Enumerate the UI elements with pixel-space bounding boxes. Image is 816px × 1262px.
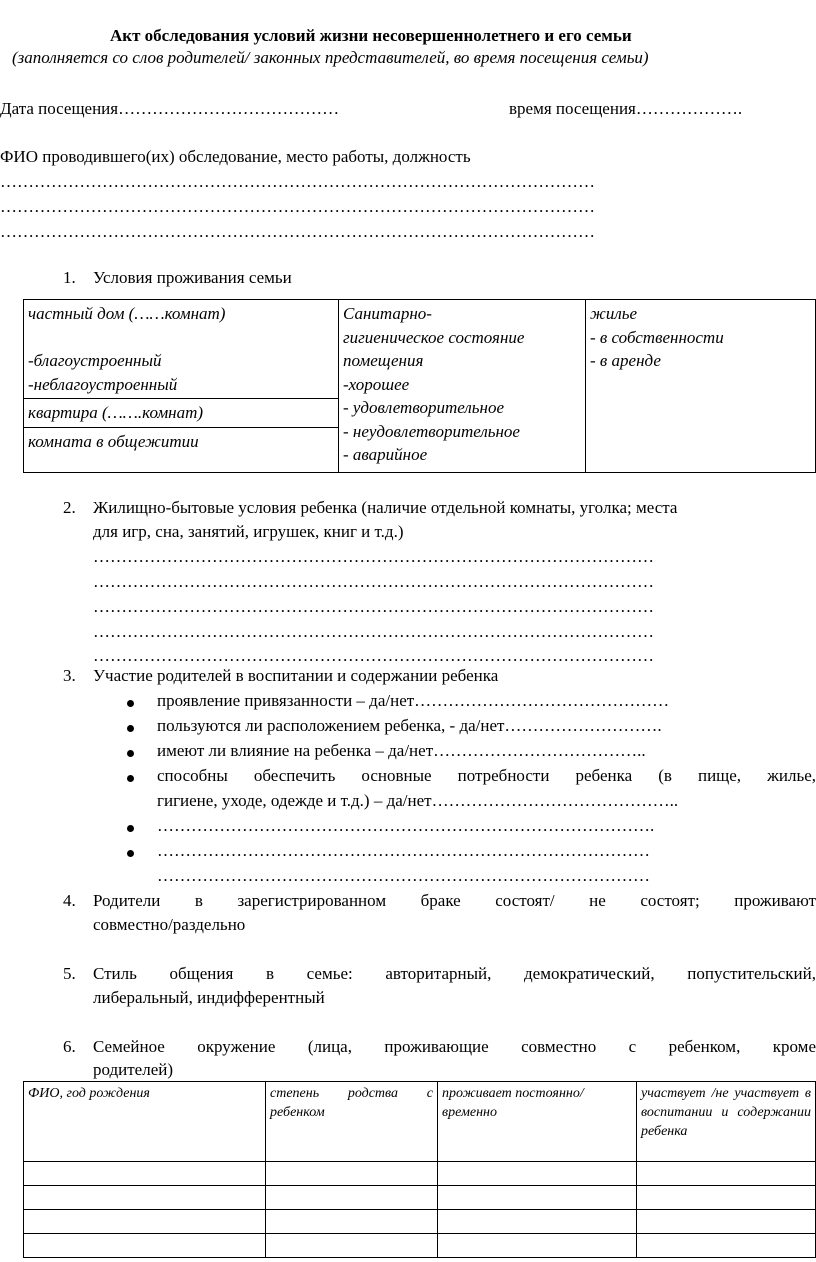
sanitary-label-3: помещения: [343, 351, 424, 370]
section3-item-6: ……………………………………………………………………………: [157, 841, 650, 860]
section2-dots-1: ………………………………………………………………………………………: [93, 547, 654, 566]
section2-dots-2: ………………………………………………………………………………………: [93, 572, 654, 591]
examiner-line-2: ……………………………………………………………………………………………: [0, 197, 595, 216]
bullet-icon: [127, 850, 134, 857]
header-relationship: степень родства с ребенком: [266, 1082, 438, 1162]
document-subtitle: (заполняется со слов родителей/ законных представителей, во время посещения семьи): [12, 48, 649, 67]
section2-number: 2.: [63, 498, 76, 517]
section3-item-6-cont: ……………………………………………………………………………: [157, 866, 650, 885]
section5-line2: либеральный, индифферентный: [93, 988, 325, 1007]
section4-line1: Родители в зарегистрированном браке состоят/ не состоят; проживают: [93, 891, 816, 910]
sanitary-unsatisfactory-option: - неудовлетворительное: [343, 421, 520, 441]
header-residence: проживает постоянно/временно: [438, 1082, 637, 1162]
well-equipped-option: -благоустроенный: [28, 351, 162, 370]
section3-number: 3.: [63, 666, 76, 685]
bullet-icon: [127, 825, 134, 832]
section1-title: Условия проживания семьи: [93, 268, 292, 287]
section1-number: 1.: [63, 268, 76, 287]
not-equipped-option: -неблагоустроенный: [28, 374, 178, 394]
section3-item-2: пользуются ли расположением ребенка, - да/нет……………………….: [157, 716, 662, 735]
section2-line2: для игр, сна, занятий, игрушек, книг и т.д.): [93, 522, 404, 541]
section6-line2: родителей): [93, 1060, 174, 1079]
section4-line2: совместно/раздельно: [93, 915, 246, 934]
table-row: [24, 1234, 816, 1258]
housing-label: жилье: [590, 304, 638, 323]
header-participation: участвует /не участвует в воспитании и содержании ребенка: [637, 1082, 816, 1162]
bullet-icon: [127, 725, 134, 732]
dormitory-cell: комната в общежитии: [24, 427, 339, 472]
section6-line1: Семейное окружение (лица, проживающие совместно с ребенком, кроме: [93, 1037, 816, 1056]
bullet-icon: [127, 700, 134, 707]
examiner-line-3: ……………………………………………………………………………………………: [0, 222, 595, 241]
sanitary-good-option: -хорошее: [343, 374, 410, 394]
section2-dots-3: ………………………………………………………………………………………: [93, 597, 654, 616]
sanitary-label-2: гигиеническое состояние: [343, 327, 525, 347]
visit-time-field: время посещения……………….: [509, 99, 743, 118]
sanitary-emergency-option: - аварийное: [343, 445, 428, 464]
section2-dots-5: ………………………………………………………………………………………: [93, 646, 654, 665]
examiner-line-1: ……………………………………………………………………………………………: [0, 172, 595, 191]
examiner-label: ФИО проводившего(их) обследование, место работы, должность: [0, 147, 471, 166]
sanitary-satisfactory-option: - удовлетворительное: [343, 398, 505, 417]
section3-item-5: …………………………………………………………………………….: [157, 816, 655, 835]
section2-line1: Жилищно-бытовые условия ребенка (наличие отдельной комнаты, уголка; места: [93, 498, 678, 517]
family-members-table: [23, 1081, 816, 1258]
section3-title: Участие родителей в воспитании и содержании ребенка: [93, 666, 499, 685]
section6-number: 6.: [63, 1037, 76, 1056]
bullet-icon: [127, 750, 134, 757]
rented-option: - в аренде: [590, 351, 661, 370]
owned-option: - в собственности: [590, 327, 724, 347]
table-row: [24, 1162, 816, 1186]
section3-item-3: имеют ли влияние на ребенка – да/нет………………………………..: [157, 741, 646, 760]
document-title: Акт обследования условий жизни несовершеннолетнего и его семьи: [110, 26, 632, 45]
table-row: [24, 1186, 816, 1210]
section5-number: 5.: [63, 964, 76, 983]
housing-ownership-cell: [586, 300, 816, 473]
apartment-cell: квартира (…….комнат): [24, 399, 339, 428]
section3-item-1: проявление привязанности – да/нет………………………………………: [157, 691, 670, 710]
private-house-label: частный дом (……комнат): [28, 304, 226, 323]
section3-item-4-cont: гигиене, уходе, одежде и т.д.) – да/нет……………………………………..: [157, 791, 679, 810]
section3-item-4: способны обеспечить основные потребности ребенка (в пище, жилье,: [157, 766, 816, 785]
living-conditions-table: [23, 299, 816, 473]
section4-number: 4.: [63, 891, 76, 910]
private-house-cell: [24, 300, 339, 399]
visit-date-field: Дата посещения…………………………………: [0, 99, 340, 118]
sanitary-label-1: Санитарно-: [343, 304, 432, 323]
bullet-icon: [127, 775, 134, 782]
header-full-name: ФИО, год рождения: [24, 1082, 266, 1162]
section5-line1: Стиль общения в семье: авторитарный, демократический, попустительский,: [93, 964, 816, 983]
sanitary-state-cell: [339, 300, 586, 473]
section2-dots-4: ………………………………………………………………………………………: [93, 622, 654, 641]
table-row: [24, 1210, 816, 1234]
